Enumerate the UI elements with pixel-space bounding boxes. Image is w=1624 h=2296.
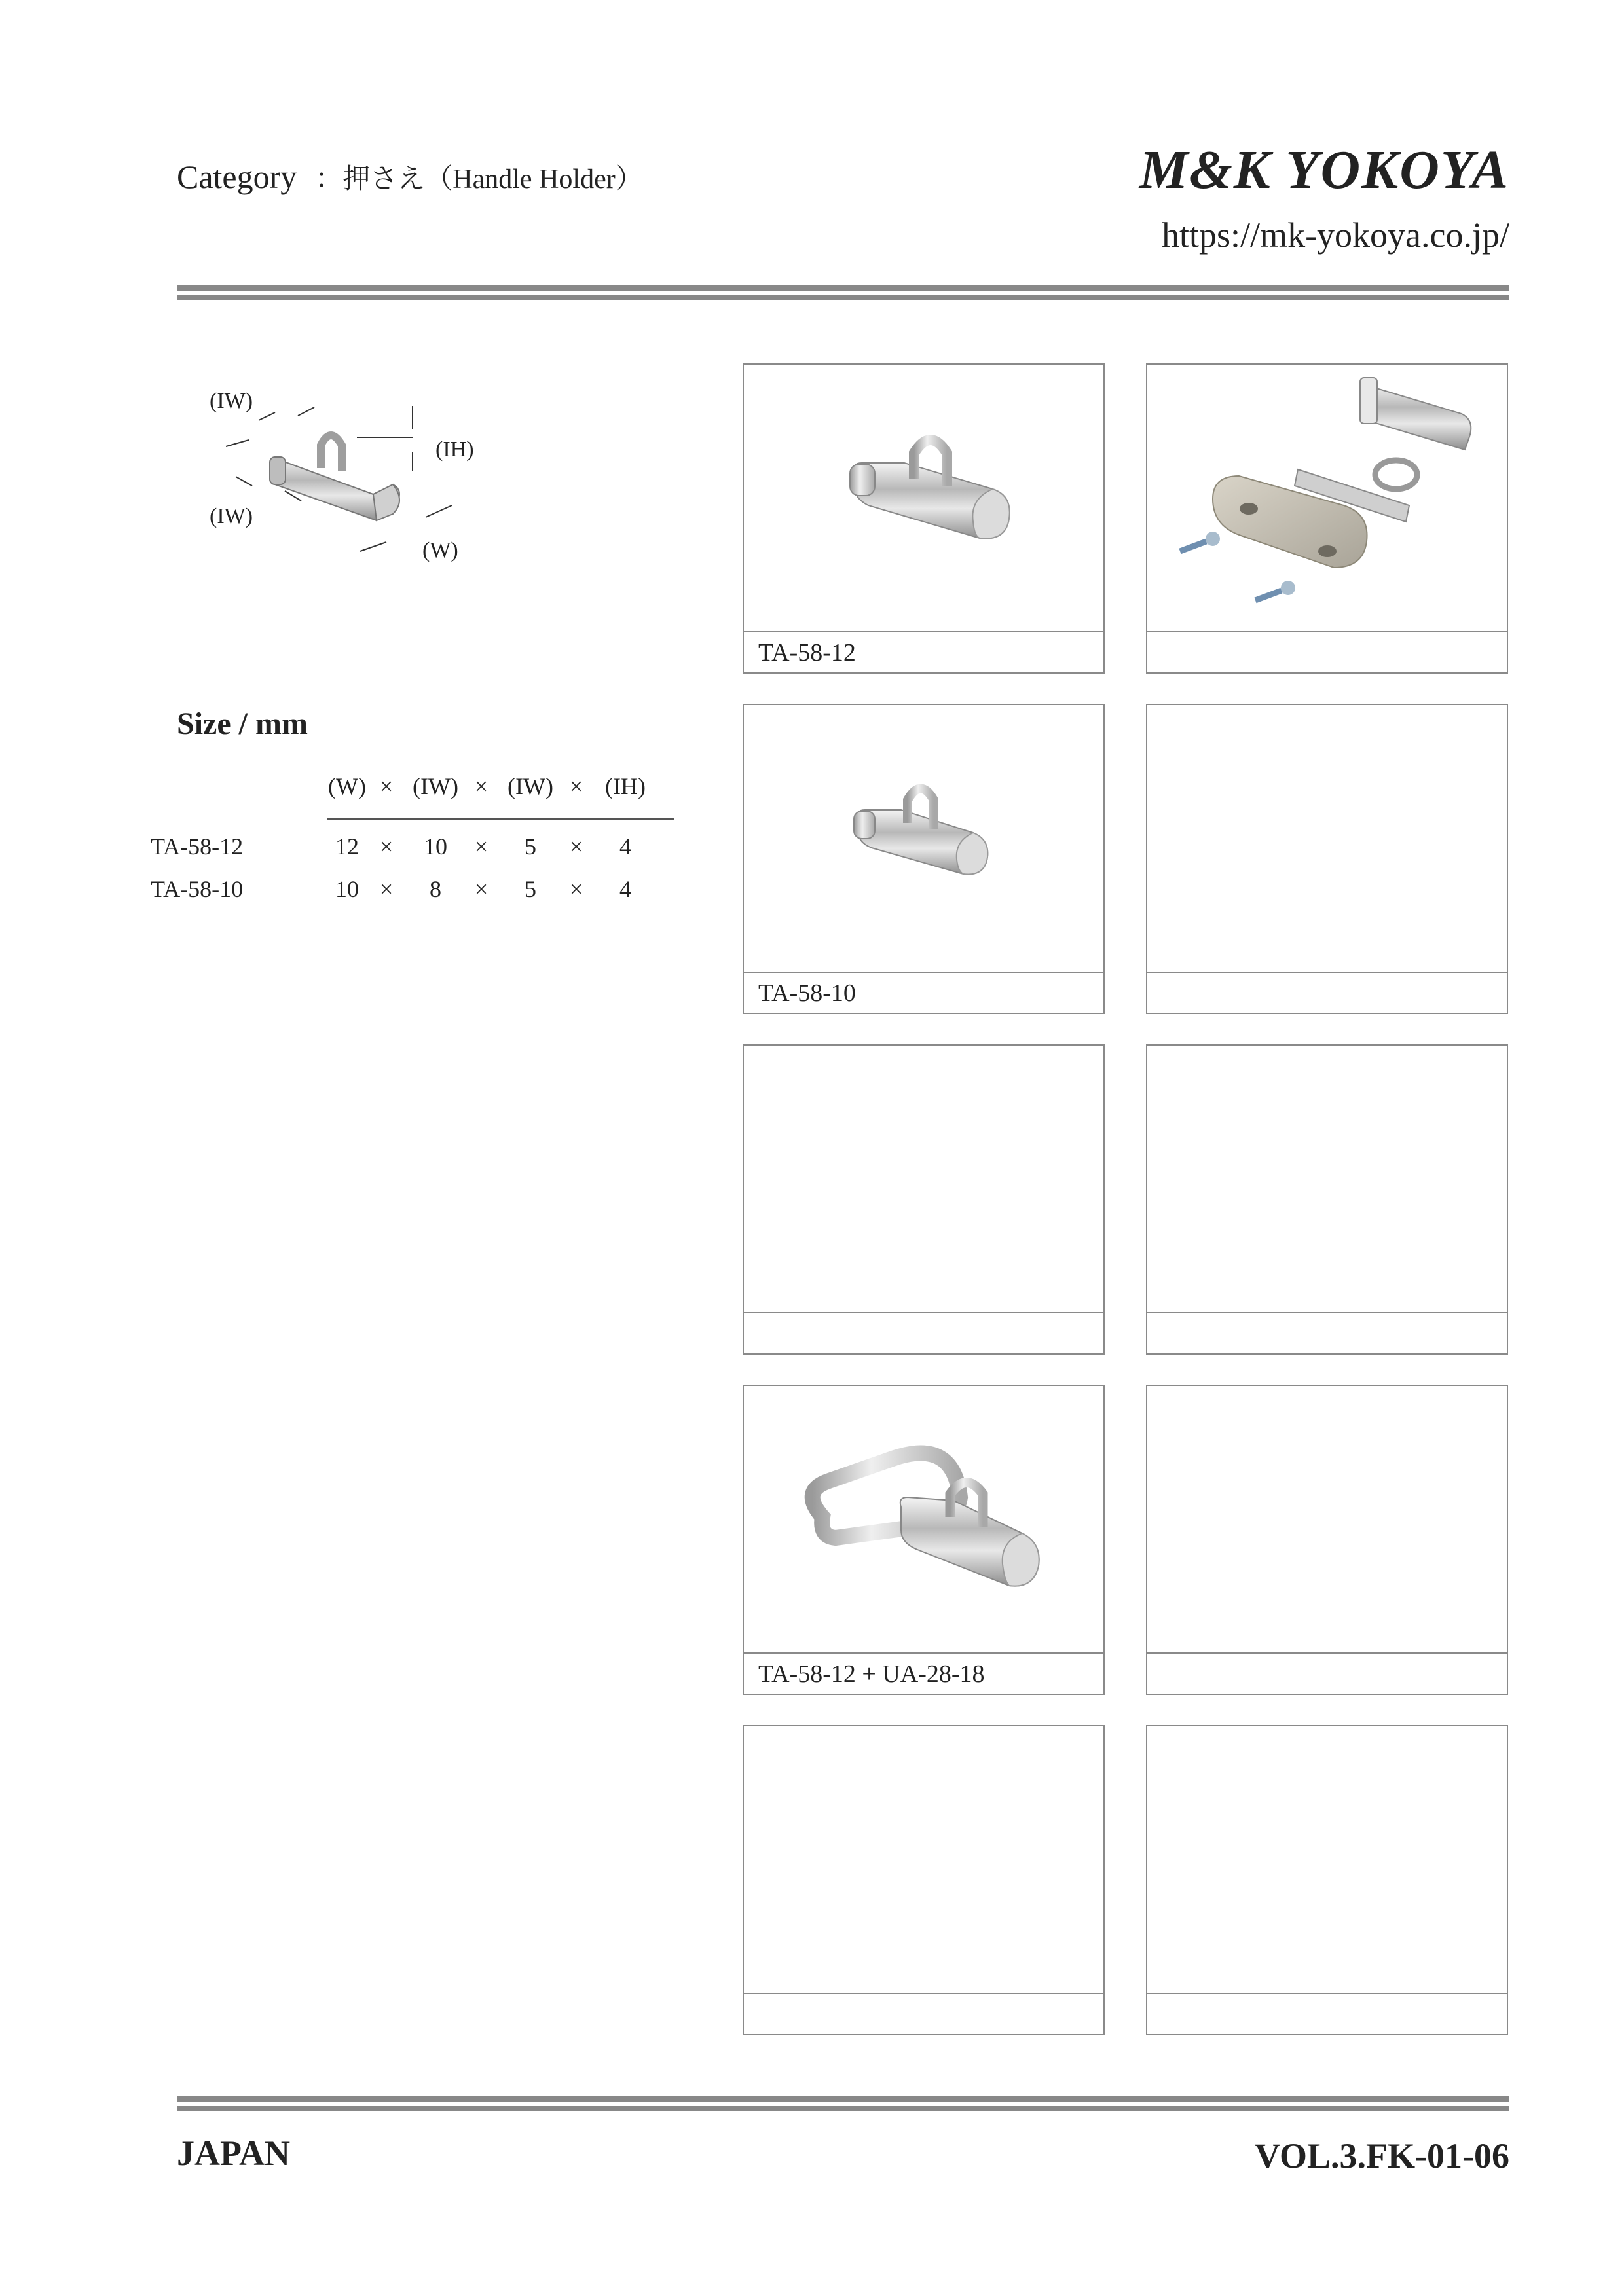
product-tile[interactable] [1146,704,1508,1014]
cell-times: × [474,876,489,902]
tile-caption [1147,1312,1507,1353]
empty-photo-slot [744,1046,1103,1312]
footer-rule [177,2096,1509,2115]
holder-with-d-ring-image [744,1386,1103,1652]
dim-ih-label: (IH) [435,437,474,462]
cell-iw: 5 [525,833,536,860]
product-tile[interactable] [743,1385,1105,1695]
cell-iw: 5 [525,876,536,902]
tile-caption [1147,1993,1507,2034]
category-line [177,157,643,196]
empty-photo-slot [1147,1726,1507,1993]
product-tile[interactable] [743,363,1105,674]
product-photo-holder-with-d-ring [744,1386,1103,1652]
row-name: TA-58-10 [151,876,244,902]
size-table-header [327,773,674,820]
empty-photo-slot [1147,1046,1507,1312]
header-iw: (IW) [413,773,458,799]
header-times: × [569,773,583,799]
empty-photo-slot [1147,1386,1507,1652]
dim-w-label: (W) [422,538,458,562]
cell-iw: 8 [430,876,441,902]
brand-name: M&K YOKOYA [1139,139,1509,200]
header-times: × [474,773,489,799]
category-label: Category [177,158,297,195]
header-ih: (IH) [605,773,646,799]
product-tile[interactable] [1146,363,1508,674]
brand-url[interactable]: https://mk-yokoya.co.jp/ [1162,215,1509,255]
product-tile[interactable] [743,704,1105,1014]
cell-times: × [474,833,489,860]
tile-caption [1147,631,1507,672]
row-name: TA-58-12 [151,833,244,860]
handle-holder-image [744,705,1103,972]
product-photo-ta-58-10 [744,705,1103,972]
cell-ih: 4 [619,876,631,902]
cell-w: 12 [335,833,359,860]
cell-iw: 10 [424,833,447,860]
empty-photo-slot [1147,705,1507,972]
tile-caption [1147,1652,1507,1694]
tile-caption: TA-58-12 + UA-28-18 [744,1652,1103,1694]
product-tile[interactable] [1146,1044,1508,1355]
tile-caption [744,1993,1103,2034]
product-tile[interactable] [743,1044,1105,1355]
header-w: (W) [328,773,366,799]
tile-caption: TA-58-12 [744,631,1103,672]
table-row [151,875,674,915]
size-title: Size / mm [177,706,308,741]
category-value: ：押さえ（Handle Holder） [315,164,643,194]
product-tile[interactable] [1146,1385,1508,1695]
cell-times: × [379,833,394,860]
tile-caption [744,1312,1103,1353]
cell-times: × [379,876,394,902]
header-rule [177,285,1509,304]
cell-times: × [569,833,583,860]
cell-times: × [569,876,583,902]
cell-w: 10 [335,876,359,902]
dim-iw-bottom-label: (IW) [210,504,253,528]
cell-ih: 4 [619,833,631,860]
handle-holder-image [744,365,1103,631]
table-row [151,833,674,872]
brand-block [1139,139,1509,255]
dimension-diagram [196,380,524,589]
tile-caption: TA-58-10 [744,972,1103,1013]
header-iw: (IW) [507,773,553,799]
footer-volume-code: VOL.3.FK-01-06 [1255,2136,1509,2176]
product-photo-ta-58-12 [744,365,1103,631]
empty-photo-slot [744,1726,1103,1993]
header-times: × [379,773,394,799]
tile-caption [1147,972,1507,1013]
product-tile[interactable] [743,1725,1105,2035]
product-photo-parts [1147,365,1507,631]
exploded-parts-image [1147,365,1507,631]
dim-iw-top-label: (IW) [210,389,253,413]
product-tile[interactable] [1146,1725,1508,2035]
footer-country: JAPAN [177,2134,290,2173]
